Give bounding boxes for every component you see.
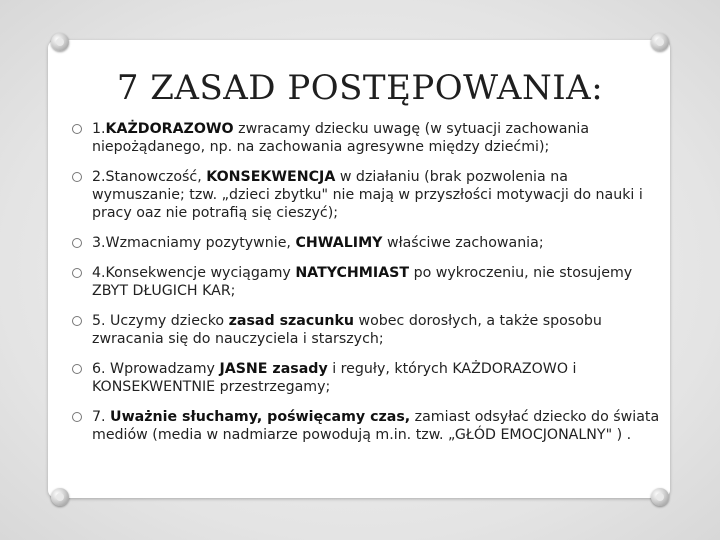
circle-bullet-icon — [72, 364, 82, 374]
circle-bullet-icon — [72, 268, 82, 278]
ring-icon — [651, 488, 669, 506]
circle-bullet-icon — [72, 412, 82, 422]
list-item — [72, 234, 662, 252]
list-item — [72, 264, 662, 300]
ring-icon — [51, 33, 69, 51]
emphasis-text: JASNE zasady — [219, 361, 328, 377]
ring-icon — [51, 488, 69, 506]
list-item — [72, 168, 662, 222]
emphasis-text: KONSEKWENCJA — [206, 169, 336, 185]
item-text: zamiast odsyłać dziecko do świata mediów (media w nadmiarze powodują m.in. tzw. „GŁÓD EMOCJONALNY" ) . — [92, 409, 660, 443]
emphasis-text: zasad szacunku — [228, 313, 354, 329]
circle-bullet-icon — [72, 238, 82, 248]
item-text: 1. — [92, 121, 106, 137]
item-text: wobec dorosłych, a także sposobu zwracania się do nauczyciela i starszych; — [92, 313, 602, 347]
list-item — [72, 360, 662, 396]
item-text: 7. — [92, 409, 111, 425]
rules-list — [72, 120, 662, 456]
circle-bullet-icon — [72, 316, 82, 326]
emphasis-text: NATYCHMIAST — [295, 265, 410, 281]
item-text: w działaniu (brak pozwolenia na wymuszanie; tzw. „dzieci zbytku" nie mają w przyszłości motywacji do nauki i pracy oaz nie potrafią się cieszyć); — [92, 169, 643, 221]
list-item — [72, 408, 662, 444]
emphasis-text: Uważnie słuchamy, poświęcamy czas, — [110, 409, 411, 425]
item-text: po wykroczeniu, nie stosujemy ZBYT DŁUGICH KAR; — [92, 265, 633, 299]
list-item — [72, 312, 662, 348]
item-text: i reguły, których KAŻDORAZOWO i KONSEKWENTNIE przestrzegamy; — [92, 361, 577, 395]
item-text: 4.Konsekwencje wyciągamy — [92, 265, 296, 281]
circle-bullet-icon — [72, 124, 82, 134]
item-text: 3.Wzmacniamy pozytywnie, — [92, 235, 296, 251]
list-item — [72, 120, 662, 156]
item-text: zwracamy dziecku uwagę (w sytuacji zachowania niepożądanego, np. na zachowania agresywne między dziećmi); — [92, 121, 590, 155]
item-text: 5. Uczymy dziecko — [92, 313, 229, 329]
emphasis-text: CHWALIMY — [295, 235, 383, 251]
emphasis-text: KAŻDORAZOWO — [105, 121, 234, 137]
page-title: 7 ZASAD POSTĘPOWANIA: — [116, 68, 604, 108]
circle-bullet-icon — [72, 172, 82, 182]
item-text: 2.Stanowczość, — [92, 169, 207, 185]
item-text: właściwe zachowania; — [382, 235, 544, 251]
ring-icon — [651, 33, 669, 51]
item-text: 6. Wprowadzamy — [92, 361, 220, 377]
